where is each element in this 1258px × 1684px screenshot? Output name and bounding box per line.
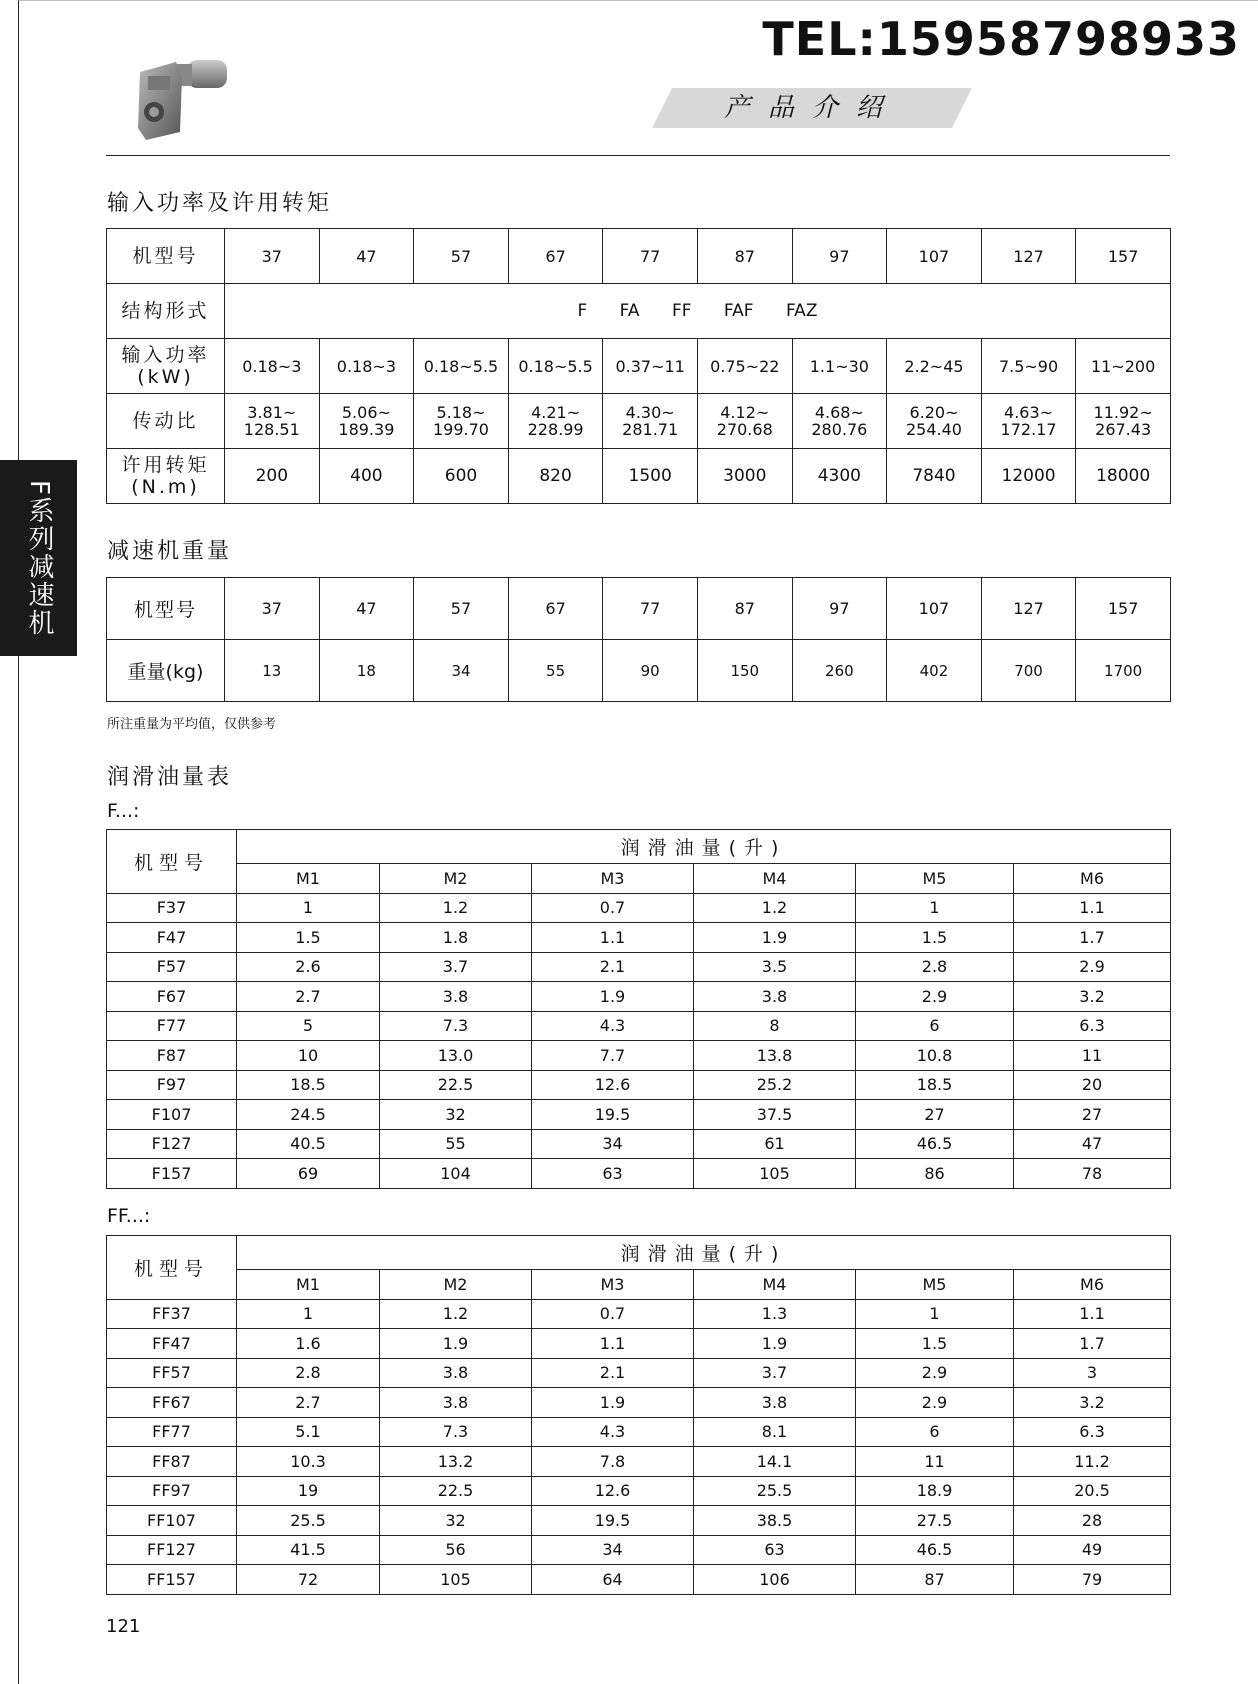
- oil-value-cell: 1.2: [694, 893, 856, 923]
- weight-cell: 1700: [1076, 640, 1171, 702]
- side-tab-label: F系列减速机: [24, 479, 54, 637]
- oil-value-cell: 1.3: [694, 1299, 856, 1329]
- oil-value-cell: 13.0: [380, 1041, 532, 1071]
- ratio-max: 189.39: [338, 420, 395, 439]
- oil-value-cell: 7.7: [532, 1041, 694, 1071]
- oil-value-cell: 3.8: [380, 1388, 532, 1418]
- table-row: [107, 1506, 1171, 1536]
- table-row: [107, 1388, 1171, 1418]
- oil-value-cell: 64: [532, 1565, 694, 1595]
- power-row: [107, 339, 1171, 394]
- table-row: [107, 1011, 1171, 1041]
- oil-value-cell: 106: [694, 1565, 856, 1595]
- model-cell: 77: [603, 229, 698, 284]
- table-row: [107, 1535, 1171, 1565]
- oil-value-cell: 5.1: [237, 1417, 380, 1447]
- ratio-cell: [319, 394, 414, 449]
- oil-value-cell: 18.9: [856, 1476, 1014, 1506]
- oil-value-cell: 40.5: [237, 1129, 380, 1159]
- oil-value-cell: 79: [1014, 1565, 1171, 1595]
- oil-value-cell: 1.5: [856, 1329, 1014, 1359]
- side-tab: [0, 460, 77, 656]
- model-cell: F37: [107, 893, 237, 923]
- model-cell: F87: [107, 1041, 237, 1071]
- oil-value-cell: 1.8: [380, 923, 532, 953]
- oil-value-cell: 1.6: [237, 1329, 380, 1359]
- weight-cell: 260: [792, 640, 887, 702]
- structure-value-cell: F FA FF FAF FAZ: [225, 284, 1171, 339]
- oil-value-cell: 1: [856, 893, 1014, 923]
- oil-value-cell: 78: [1014, 1159, 1171, 1189]
- oil-value-cell: 1: [237, 893, 380, 923]
- ratio-max: 254.40: [905, 420, 962, 439]
- table-row: [107, 1417, 1171, 1447]
- oil-value-cell: 38.5: [694, 1506, 856, 1536]
- oil-value-cell: 46.5: [856, 1535, 1014, 1565]
- table-row: [107, 1476, 1171, 1506]
- f-series-label: F...:: [107, 800, 140, 822]
- oil-value-cell: 8: [694, 1011, 856, 1041]
- weight-cell: 18: [319, 640, 414, 702]
- oil-value-cell: 1.9: [694, 923, 856, 953]
- oil-value-cell: 6.3: [1014, 1011, 1171, 1041]
- model-cell: FF67: [107, 1388, 237, 1418]
- oil-value-cell: 1.7: [1014, 923, 1171, 953]
- oil-value-cell: 2.9: [1014, 952, 1171, 982]
- power-cell: 0.75~22: [697, 339, 792, 394]
- weight-model-cell: 57: [414, 578, 509, 640]
- table-row: [107, 1070, 1171, 1100]
- ratio-row: [107, 394, 1171, 449]
- model-cell: FF47: [107, 1329, 237, 1359]
- ratio-cell: [981, 394, 1076, 449]
- ratio-min: 5.18~: [436, 403, 486, 422]
- oil-value-cell: 86: [856, 1159, 1014, 1189]
- model-cell: 37: [225, 229, 320, 284]
- model-cell: F47: [107, 923, 237, 953]
- oil-value-cell: 55: [380, 1129, 532, 1159]
- oil-value-cell: 24.5: [237, 1100, 380, 1130]
- power-cell: 2.2~45: [887, 339, 982, 394]
- table-row: [107, 1159, 1171, 1189]
- ratio-min: 4.63~: [1004, 403, 1054, 422]
- oil-value-cell: 27.5: [856, 1506, 1014, 1536]
- ff-model-header: 机型号: [107, 1236, 237, 1300]
- power-header-cell: [107, 339, 225, 394]
- oil-value-cell: 14.1: [694, 1447, 856, 1477]
- model-cell: F57: [107, 952, 237, 982]
- ratio-max: 228.99: [527, 420, 584, 439]
- ratio-cell: [414, 394, 509, 449]
- torque-cell: 3000: [697, 449, 792, 504]
- oil-value-cell: 2.8: [237, 1358, 380, 1388]
- oil-value-cell: 1.9: [532, 982, 694, 1012]
- oil-value-cell: 1.5: [856, 923, 1014, 953]
- ratio-min: 4.68~: [814, 403, 864, 422]
- model-row: [107, 229, 1171, 284]
- weight-cell: 55: [508, 640, 603, 702]
- oil-value-cell: 3.8: [380, 982, 532, 1012]
- ratio-cell: [1076, 394, 1171, 449]
- ratio-max: 280.76: [811, 420, 868, 439]
- oil-value-cell: 25.2: [694, 1070, 856, 1100]
- oil-value-cell: 25.5: [694, 1476, 856, 1506]
- oil-value-cell: 2.9: [856, 1388, 1014, 1418]
- oil-value-cell: 34: [532, 1129, 694, 1159]
- ff-lubrication-table: [106, 1235, 1171, 1595]
- ratio-max: 270.68: [716, 420, 773, 439]
- oil-value-cell: 87: [856, 1565, 1014, 1595]
- model-cell: FF77: [107, 1417, 237, 1447]
- oil-value-cell: 1.1: [532, 1329, 694, 1359]
- oil-value-cell: 41.5: [237, 1535, 380, 1565]
- power-cell: 11~200: [1076, 339, 1171, 394]
- section-title-power-torque: 输入功率及许用转矩: [107, 191, 333, 216]
- weight-header-cell: 重量(kg): [107, 640, 225, 702]
- torque-cell: 1500: [603, 449, 698, 504]
- oil-value-cell: 0.7: [532, 1299, 694, 1329]
- model-cell: FF57: [107, 1358, 237, 1388]
- model-cell: F157: [107, 1159, 237, 1189]
- ratio-cell: [225, 394, 320, 449]
- oil-value-cell: 6: [856, 1011, 1014, 1041]
- oil-value-cell: 28: [1014, 1506, 1171, 1536]
- model-cell: F67: [107, 982, 237, 1012]
- weight-cell: 150: [697, 640, 792, 702]
- table-row: [107, 1129, 1171, 1159]
- oil-value-cell: 63: [694, 1535, 856, 1565]
- weight-model-cell: 127: [981, 578, 1076, 640]
- oil-value-cell: 56: [380, 1535, 532, 1565]
- weight-cell: 90: [603, 640, 698, 702]
- torque-cell: 400: [319, 449, 414, 504]
- ratio-cell: [697, 394, 792, 449]
- ratio-min: 11.92~: [1093, 403, 1153, 422]
- torque-label-line2: (N.m): [131, 476, 200, 498]
- oil-value-cell: 32: [380, 1100, 532, 1130]
- power-cell: 7.5~90: [981, 339, 1076, 394]
- torque-cell: 200: [225, 449, 320, 504]
- model-cell: FF107: [107, 1506, 237, 1536]
- model-cell: F127: [107, 1129, 237, 1159]
- oil-value-cell: 2.8: [856, 952, 1014, 982]
- section-title-weight: 减速机重量: [107, 539, 233, 564]
- table-row: [107, 1329, 1171, 1359]
- power-label-line2: (kW): [137, 366, 194, 388]
- torque-cell: 7840: [887, 449, 982, 504]
- oil-value-cell: 11: [856, 1447, 1014, 1477]
- torque-cell: 18000: [1076, 449, 1171, 504]
- oil-value-cell: 4.3: [532, 1011, 694, 1041]
- ratio-cell: [603, 394, 698, 449]
- position-cell: M5: [856, 1270, 1014, 1300]
- weight-model-cell: 157: [1076, 578, 1171, 640]
- oil-value-cell: 46.5: [856, 1129, 1014, 1159]
- torque-label-line1: 许用转矩: [121, 454, 210, 476]
- position-cell: M2: [380, 864, 532, 894]
- oil-value-cell: 7.8: [532, 1447, 694, 1477]
- table-row: [107, 1041, 1171, 1071]
- weight-model-cell: 107: [887, 578, 982, 640]
- oil-value-cell: 3.7: [380, 952, 532, 982]
- weight-cell: 402: [887, 640, 982, 702]
- weight-cell: 34: [414, 640, 509, 702]
- model-cell: 157: [1076, 229, 1171, 284]
- torque-cell: 820: [508, 449, 603, 504]
- weight-note: 所注重量为平均值，仅供参考: [107, 717, 277, 732]
- oil-value-cell: 22.5: [380, 1070, 532, 1100]
- oil-value-cell: 105: [694, 1159, 856, 1189]
- f-lubrication-table: [106, 829, 1171, 1189]
- oil-value-cell: 2.1: [532, 1358, 694, 1388]
- oil-value-cell: 1.2: [380, 893, 532, 923]
- table-row: [107, 1299, 1171, 1329]
- oil-value-cell: 18.5: [237, 1070, 380, 1100]
- ff-table-body: [107, 1299, 1171, 1594]
- oil-value-cell: 2.7: [237, 982, 380, 1012]
- oil-value-cell: 7.3: [380, 1011, 532, 1041]
- model-cell: FF97: [107, 1476, 237, 1506]
- table-row: [107, 893, 1171, 923]
- power-cell: 0.18~5.5: [414, 339, 509, 394]
- oil-value-cell: 3.2: [1014, 982, 1171, 1012]
- table-row: [107, 923, 1171, 953]
- weight-cell: 700: [981, 640, 1076, 702]
- power-cell: 0.37~11: [603, 339, 698, 394]
- ratio-cell: [887, 394, 982, 449]
- oil-value-cell: 19: [237, 1476, 380, 1506]
- model-cell: 87: [697, 229, 792, 284]
- ff-header-row: [107, 1236, 1171, 1270]
- oil-value-cell: 19.5: [532, 1506, 694, 1536]
- oil-value-cell: 7.3: [380, 1417, 532, 1447]
- ratio-min: 4.30~: [625, 403, 675, 422]
- oil-value-cell: 105: [380, 1565, 532, 1595]
- oil-value-cell: 3.5: [694, 952, 856, 982]
- ff-position-row: [107, 1270, 1171, 1300]
- weight-model-row: [107, 578, 1171, 640]
- oil-value-cell: 1.9: [532, 1388, 694, 1418]
- oil-value-cell: 20.5: [1014, 1476, 1171, 1506]
- torque-cell: 12000: [981, 449, 1076, 504]
- position-cell: M3: [532, 864, 694, 894]
- ratio-cell: [508, 394, 603, 449]
- model-header-cell: 机型号: [107, 229, 225, 284]
- power-cell: 0.18~3: [319, 339, 414, 394]
- weight-model-cell: 97: [792, 578, 887, 640]
- ratio-max: 281.71: [622, 420, 679, 439]
- weight-model-cell: 77: [603, 578, 698, 640]
- oil-value-cell: 1: [237, 1299, 380, 1329]
- oil-value-cell: 8.1: [694, 1417, 856, 1447]
- torque-row: [107, 449, 1171, 504]
- oil-value-cell: 2.9: [856, 1358, 1014, 1388]
- power-torque-table: [106, 228, 1171, 504]
- weight-model-cell: 47: [319, 578, 414, 640]
- oil-value-cell: 63: [532, 1159, 694, 1189]
- structure-header-cell: 结构形式: [107, 284, 225, 339]
- oil-value-cell: 6: [856, 1417, 1014, 1447]
- weight-cell: 13: [225, 640, 320, 702]
- oil-value-cell: 1.1: [1014, 1299, 1171, 1329]
- position-cell: M5: [856, 864, 1014, 894]
- f-table-body: [107, 893, 1171, 1188]
- ratio-min: 6.20~: [909, 403, 959, 422]
- model-cell: 127: [981, 229, 1076, 284]
- model-cell: FF37: [107, 1299, 237, 1329]
- ff-oil-header: 润滑油量(升): [237, 1236, 1171, 1270]
- oil-value-cell: 10.8: [856, 1041, 1014, 1071]
- ratio-max: 128.51: [243, 420, 300, 439]
- oil-value-cell: 27: [856, 1100, 1014, 1130]
- page-number: 121: [106, 1616, 141, 1637]
- gear-reducer-image: [132, 54, 232, 144]
- table-row: [107, 1358, 1171, 1388]
- oil-value-cell: 10: [237, 1041, 380, 1071]
- oil-value-cell: 1: [856, 1299, 1014, 1329]
- oil-value-cell: 6.3: [1014, 1417, 1171, 1447]
- model-cell: 57: [414, 229, 509, 284]
- oil-value-cell: 3: [1014, 1358, 1171, 1388]
- oil-value-cell: 22.5: [380, 1476, 532, 1506]
- position-cell: M3: [532, 1270, 694, 1300]
- ratio-min: 5.06~: [341, 403, 391, 422]
- oil-value-cell: 20: [1014, 1070, 1171, 1100]
- weight-table: [106, 577, 1171, 702]
- model-cell: 47: [319, 229, 414, 284]
- power-cell: 1.1~30: [792, 339, 887, 394]
- oil-value-cell: 27: [1014, 1100, 1171, 1130]
- f-position-row: [107, 864, 1171, 894]
- oil-value-cell: 2.1: [532, 952, 694, 982]
- oil-value-cell: 1.7: [1014, 1329, 1171, 1359]
- weight-model-cell: 37: [225, 578, 320, 640]
- model-cell: FF157: [107, 1565, 237, 1595]
- weight-model-header-cell: 机型号: [107, 578, 225, 640]
- position-cell: M6: [1014, 864, 1171, 894]
- oil-value-cell: 3.7: [694, 1358, 856, 1388]
- oil-value-cell: 2.7: [237, 1388, 380, 1418]
- oil-value-cell: 3.8: [694, 1388, 856, 1418]
- model-cell: 107: [887, 229, 982, 284]
- oil-value-cell: 34: [532, 1535, 694, 1565]
- torque-cell: 600: [414, 449, 509, 504]
- oil-value-cell: 3.2: [1014, 1388, 1171, 1418]
- ratio-header-cell: 传动比: [107, 394, 225, 449]
- position-cell: M1: [237, 1270, 380, 1300]
- structure-row: [107, 284, 1171, 339]
- ratio-max: 267.43: [1095, 420, 1152, 439]
- oil-value-cell: 11.2: [1014, 1447, 1171, 1477]
- oil-value-cell: 5: [237, 1011, 380, 1041]
- power-cell: 0.18~3: [225, 339, 320, 394]
- model-cell: 97: [792, 229, 887, 284]
- table-row: [107, 982, 1171, 1012]
- oil-value-cell: 47: [1014, 1129, 1171, 1159]
- oil-value-cell: 4.3: [532, 1417, 694, 1447]
- oil-value-cell: 3.8: [380, 1358, 532, 1388]
- header-divider: [106, 155, 1170, 156]
- position-cell: M4: [694, 1270, 856, 1300]
- f-header-row: [107, 830, 1171, 864]
- power-label-line1: 输入功率: [121, 344, 210, 366]
- oil-value-cell: 12.6: [532, 1070, 694, 1100]
- model-cell: FF127: [107, 1535, 237, 1565]
- ratio-max: 172.17: [1000, 420, 1057, 439]
- oil-value-cell: 18.5: [856, 1070, 1014, 1100]
- ff-series-label: FF...:: [107, 1205, 151, 1227]
- oil-value-cell: 3.8: [694, 982, 856, 1012]
- oil-value-cell: 11: [1014, 1041, 1171, 1071]
- oil-value-cell: 37.5: [694, 1100, 856, 1130]
- oil-value-cell: 1.5: [237, 923, 380, 953]
- product-intro-badge: [652, 88, 972, 128]
- oil-value-cell: 72: [237, 1565, 380, 1595]
- oil-value-cell: 49: [1014, 1535, 1171, 1565]
- oil-value-cell: 25.5: [237, 1506, 380, 1536]
- telephone-number: TEL:15958798933: [762, 12, 1240, 66]
- weight-model-cell: 67: [508, 578, 603, 640]
- table-row: [107, 952, 1171, 982]
- f-oil-header: 润滑油量(升): [237, 830, 1171, 864]
- torque-cell: 4300: [792, 449, 887, 504]
- ratio-min: 3.81~: [247, 403, 297, 422]
- oil-value-cell: 2.6: [237, 952, 380, 982]
- power-cell: 0.18~5.5: [508, 339, 603, 394]
- ratio-min: 4.12~: [720, 403, 770, 422]
- position-cell: M6: [1014, 1270, 1171, 1300]
- model-cell: F77: [107, 1011, 237, 1041]
- table-row: [107, 1447, 1171, 1477]
- position-cell: M2: [380, 1270, 532, 1300]
- table-row: [107, 1565, 1171, 1595]
- oil-value-cell: 1.1: [532, 923, 694, 953]
- oil-value-cell: 61: [694, 1129, 856, 1159]
- oil-value-cell: 0.7: [532, 893, 694, 923]
- oil-value-cell: 13.2: [380, 1447, 532, 1477]
- oil-value-cell: 2.9: [856, 982, 1014, 1012]
- oil-value-cell: 12.6: [532, 1476, 694, 1506]
- oil-value-cell: 19.5: [532, 1100, 694, 1130]
- oil-value-cell: 104: [380, 1159, 532, 1189]
- ratio-max: 199.70: [432, 420, 489, 439]
- weight-row: [107, 640, 1171, 702]
- position-cell: M4: [694, 864, 856, 894]
- oil-value-cell: 32: [380, 1506, 532, 1536]
- oil-value-cell: 1.1: [1014, 893, 1171, 923]
- oil-value-cell: 1.9: [694, 1329, 856, 1359]
- torque-header-cell: [107, 449, 225, 504]
- table-row: [107, 1100, 1171, 1130]
- f-model-header: 机型号: [107, 830, 237, 894]
- position-cell: M1: [237, 864, 380, 894]
- ratio-cell: [792, 394, 887, 449]
- oil-value-cell: 1.9: [380, 1329, 532, 1359]
- oil-value-cell: 69: [237, 1159, 380, 1189]
- oil-value-cell: 13.8: [694, 1041, 856, 1071]
- model-cell: FF87: [107, 1447, 237, 1477]
- oil-value-cell: 1.2: [380, 1299, 532, 1329]
- product-intro-text: 产品介绍: [723, 93, 900, 123]
- model-cell: 67: [508, 229, 603, 284]
- section-title-lubrication: 润滑油量表: [107, 765, 233, 790]
- model-cell: F107: [107, 1100, 237, 1130]
- weight-model-cell: 87: [697, 578, 792, 640]
- model-cell: F97: [107, 1070, 237, 1100]
- oil-value-cell: 10.3: [237, 1447, 380, 1477]
- ratio-min: 4.21~: [531, 403, 581, 422]
